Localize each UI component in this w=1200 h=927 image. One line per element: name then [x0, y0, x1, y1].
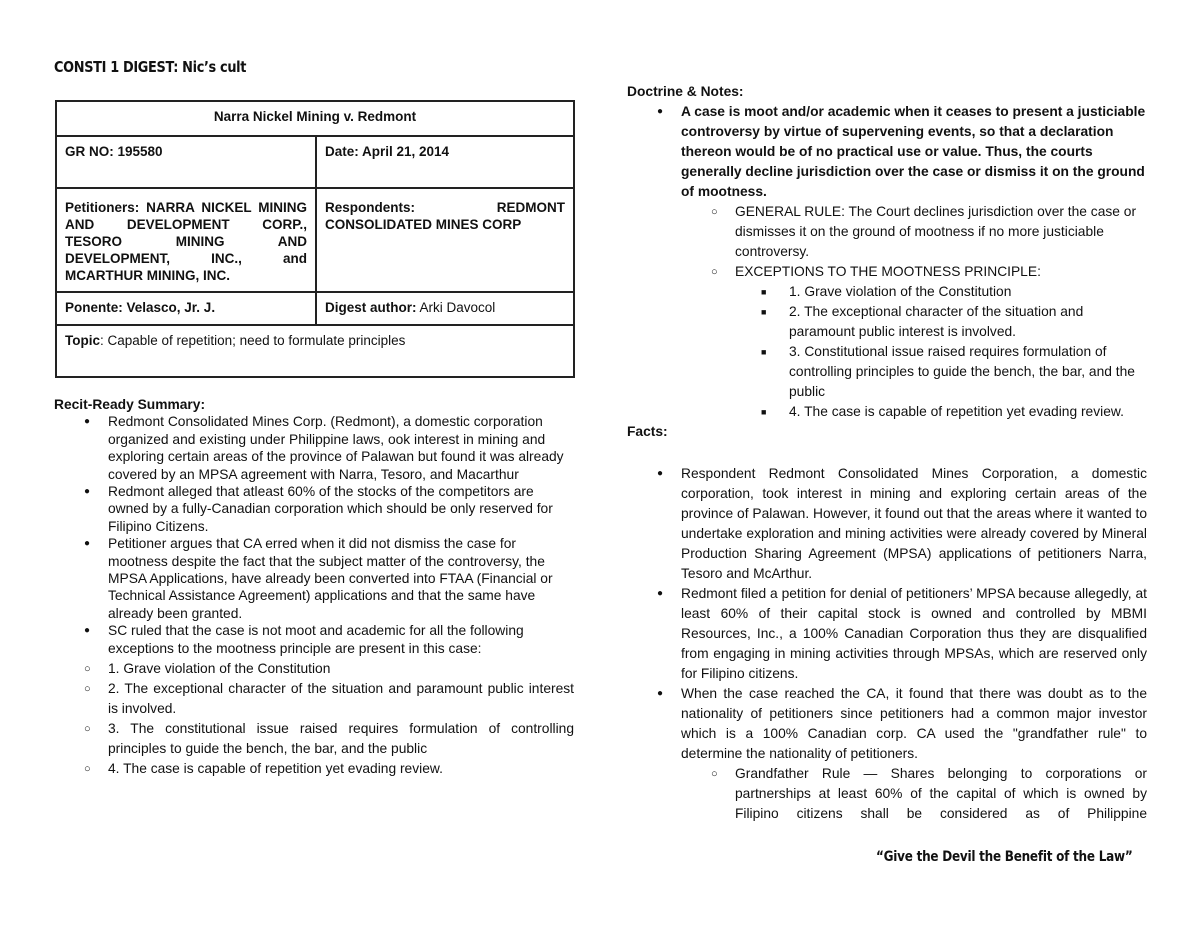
- list-item: ■ 1. Grave violation of the Constitution: [735, 282, 1147, 302]
- list-item: [681, 262, 1147, 422]
- list-item-text: When the case reached the CA, it found that there was doubt as to the nationality of petitioners since petitioners had a common major investor which is a 100% Canadian corp. CA used the "grandfather rule" to determine the nationality of petitioners.: [681, 686, 1147, 761]
- digest-author-label: Digest author:: [325, 300, 417, 315]
- date-value: : April 21, 2014: [354, 144, 450, 159]
- list-item: [627, 102, 1147, 422]
- list-item: ○ 1. Grave violation of the Constitution: [54, 659, 574, 679]
- topic-value: : Capable of repetition; need to formulate principles: [100, 333, 406, 348]
- gr-number: GR NO: 195580: [56, 136, 316, 188]
- digest-author: [316, 292, 574, 325]
- date-label: Date: [325, 144, 355, 159]
- exceptions-title: EXCEPTIONS TO THE MOOTNESS PRINCIPLE:: [735, 264, 1041, 279]
- doctrine-title: Doctrine & Notes:: [627, 84, 744, 99]
- list-item: ○ 2. The exceptional character of the situation and paramount public interest is involved.: [54, 679, 574, 719]
- facts-title: Facts:: [627, 424, 668, 439]
- facts-sublist: [681, 764, 1147, 824]
- topic: [56, 325, 574, 377]
- list-item: ○ GENERAL RULE: The Court declines jurisdiction over the case or dismisses it on the ground of mootness if no more justiciable controversy.: [681, 202, 1147, 262]
- ponente: Ponente: Velasco, Jr. J.: [56, 292, 316, 325]
- case-date: [316, 136, 574, 188]
- case-title: Narra Nickel Mining v. Redmont: [56, 101, 574, 136]
- facts-list: [627, 464, 1147, 824]
- list-item: ■ 2. The exceptional character of the situation and paramount public interest is involved.: [735, 302, 1147, 342]
- petitioners: Petitioners: NARRA NICKEL MINING AND DEVELOPMENT CORP., TESORO MINING AND DEVELOPMENT, INC., and MCARTHUR MINING, INC.: [56, 188, 316, 292]
- recit-title: Recit-Ready Summary:: [54, 397, 206, 412]
- doctrine-main: A case is moot and/or academic when it ceases to present a justiciable controversy by virtue of supervening events, so that a declaration thereon would be of no practical use or value. Thus, the courts generally decline jurisdiction over the case or dismiss it on the ground of mootness.: [681, 104, 1146, 199]
- list-item: [54, 622, 574, 779]
- topic-label: Topic: [65, 333, 100, 348]
- list-item: ○ 3. The constitutional issue raised requires formulation of controlling principles to guide the bench, the bar, and the public: [54, 719, 574, 759]
- list-item: ■ 4. The case is capable of repetition yet evading review.: [735, 402, 1147, 422]
- list-item: ■ 3. Constitutional issue raised requires formulation of controlling principles to guide the bench, the bar, and the public: [735, 342, 1147, 402]
- recit-ready-section: [54, 396, 574, 779]
- doctrine-list: [627, 102, 1147, 422]
- recit-exceptions-list: [54, 659, 574, 779]
- footer-quote: “Give the Devil the Benefit of the Law”: [876, 849, 1133, 865]
- list-item-text: SC ruled that the case is not moot and academic for all the following exceptions to the mootness principle are present in this case:: [108, 623, 524, 656]
- respondents: Respondents: REDMONT CONSOLIDATED MINES CORP: [316, 188, 574, 292]
- doctrine-sublist: [681, 202, 1147, 422]
- doctrine-facts-section: [627, 82, 1147, 824]
- list-item: ● Redmont filed a petition for denial of petitioners’ MPSA because allegedly, at least 60% of their capital stock is owned and controlled by MBMI Resources, Inc., a 100% Canadian Corporation thus they are disqualified from engaging in mining activities through MPSAs, which are reserved only for Filipino citizens.: [627, 584, 1147, 684]
- case-info-table: [55, 100, 575, 378]
- list-item: ○ 4. The case is capable of repetition yet evading review.: [54, 759, 574, 779]
- list-item: ● Redmont alleged that atleast 60% of the stocks of the competitors are owned by a fully-Canadian corporation which should be only reserved for Filipino Citizens.: [54, 483, 574, 535]
- list-item: ● Redmont Consolidated Mines Corp. (Redmont), a domestic corporation organized and existing under Philippine laws, ook interest in mining and exploring certain areas of the province of Palawan but found it was already covered by an MPSA agreement with Narra, Tesoro, and Macarthur: [54, 413, 574, 483]
- page-header-title: CONSTI 1 DIGEST: Nic’s cult: [54, 58, 247, 76]
- list-item: [627, 684, 1147, 824]
- doctrine-exceptions-list: [735, 282, 1147, 422]
- digest-author-value: Arki Davocol: [416, 300, 496, 315]
- list-item: ● Petitioner argues that CA erred when it did not dismiss the case for mootness despite the fact that the subject matter of the controversy, the MPSA Applications, have already been converted into FTAA (Financial or Technical Assistance Agreement) applications and that the same have already been granted.: [54, 535, 574, 622]
- list-item: ● Respondent Redmont Consolidated Mines Corporation, a domestic corporation, took interest in mining and exploring certain areas of the province of Palawan. However, it found out that the areas where it wanted to undertake exploration and mining activities were already covered by Mineral Production Sharing Agreement (MPSA) applications of petitioners Narra, Tesoro and McArthur.: [627, 464, 1147, 584]
- list-item: ○ Grandfather Rule — Shares belonging to corporations or partnerships at least 60% of the capital of which is owned by Filipino citizens shall be considered as of Philippine: [681, 764, 1147, 824]
- recit-bullet-list: [54, 413, 574, 779]
